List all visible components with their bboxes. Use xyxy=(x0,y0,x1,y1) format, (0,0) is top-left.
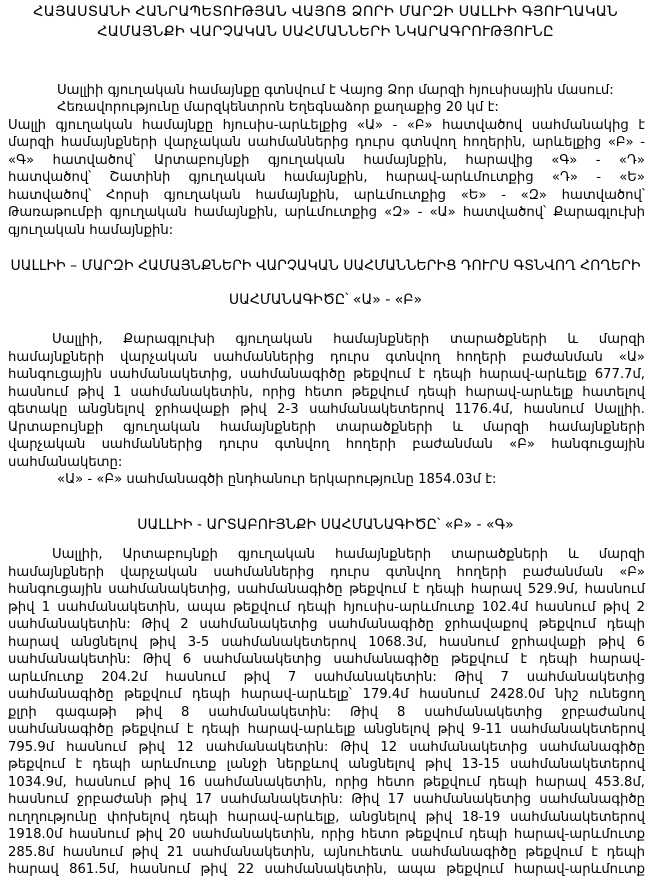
intro-line: Թառաթումբի գյուղական համայնքին, արևմուտքից «Զ» - «Ա» հատվածով՝ Քարագլուխի xyxy=(8,205,645,220)
intro-line: գյուղական համայնքին: xyxy=(8,223,174,238)
section2-line: թեքվում է դեպի արևմուտք լանջի ներքևով անցնելով թիվ 13-15 սահմանակետերով xyxy=(8,757,645,772)
section2-line: 1918.0մ հասնում թիվ 20 սահմանակետին, որից հետո թեքվում դեպի հարավ-արևմուտք xyxy=(8,827,645,842)
section1-line: գետակը անցնելով ջրհավաքի թիվ 2-3 սահմանակետերով 1176.4մ, հասնում Սալլիի. xyxy=(8,402,645,417)
document-title-line-1: ՀԱՅԱՍՏԱՆԻ ՀԱՆՐԱՊԵՏՈՒԹՅԱՆ ՎԱՅՈՑ ՁՈՐԻ ՄԱՐԶԻ ՍԱԼԼԻԻ ԳՅՈՒՂԱԿԱՆ xyxy=(33,4,618,20)
intro-line: «Գ» հատվածով՝ Արտաբույնքի գյուղական համայնքին, հարավից «Գ» - «Դ» xyxy=(8,153,645,168)
section2-line: արևմուտք 204.2մ հասնում թիվ 7 սահմանակետին: Թիվ 7 սահմանակետից xyxy=(8,670,645,685)
section2-line: 285.8մ հասնում թիվ 21 սահմանակետին, այնուհետև սահմանագիծը թեքվում է դեպի xyxy=(8,845,645,860)
section2-line: թիվ 1 սահմանակետին, ապա թեքվում դեպի հյուսիս-արևմուտք 102.4մ հասնում թիվ 2 xyxy=(8,600,645,615)
section2-line: հարավ անցնելով թիվ 3-5 սահմանակետերով 1068.3մ, հասնում ջրհավաքի թիվ 6 xyxy=(8,635,645,650)
section2-line: 795.9մ հասնում թիվ 12 սահմանակետին: Թիվ 12 սահմանակետից սահմանագիծը xyxy=(8,740,645,755)
section1-line: վարչական սահմաններից դուրս գտնվող հողերի բաժանման «Բ» հանգուցային xyxy=(8,437,645,452)
section2-line: սահմանակետին: Թիվ 2 սահմանակետից սահմանագիծը ջրհավաքով թեքվում դեպի xyxy=(8,617,645,632)
section2-line: հանգուցային սահմանակետից, սահմանագիծը թեքվում է դեպի հարավ 529.9մ, հասնում xyxy=(8,582,645,597)
intro-line: հատվածով՝ Շատինի գյուղական համայնքին, հարավ-արևմուտքից «Դ» - «Ե» xyxy=(8,170,645,185)
section2-line: 1034.9մ, հասնում թիվ 16 սահմանակետին, որից հետո թեքվում դեպի հարավ 453.8մ, xyxy=(8,775,645,790)
section2-line: Սալլիի, Արտաբույնքի գյուղական համայնքների տարածքների և մարզի xyxy=(52,547,645,562)
section1-line: հասնում թիվ 1 սահմանակետին, որից հետո թեքվում դեպի հարավ-արևելք հատելով xyxy=(8,385,645,400)
section2-line: քլրի գագաթի թիվ 8 սահմանակետին: Թիվ 8 սահմանակետից ջրբաժանով xyxy=(8,705,645,720)
section1-line: Արտաբույնքի գյուղական համայնքների տարածքների և մարզի համայնքների xyxy=(8,420,645,435)
section1-line: համայնքների վարչական սահմաններից դուրս գտնվող հողերի բաժանման «Ա» xyxy=(8,350,645,365)
section1-line: սահմանակետը: xyxy=(8,455,123,470)
intro-line: մարզի համայնքների վարչական սահմաններից դուրս գտնվող հողերին, արևելքից «Բ» - xyxy=(8,135,645,150)
document-title-line-2: ՀԱՄԱՅՆՔԻ ՎԱՐՉԱԿԱՆ ՍԱՀՄԱՆՆԵՐԻ ՆԿԱՐԱԳՐՈՒԹՅՈՒՆԸ xyxy=(97,24,554,40)
intro-line: Հեռավորությունը մարզկենտրոն Եղեգնաձոր քաղաքից 20 կմ է: xyxy=(57,100,499,115)
section-heading-a-b-line-2: ՍԱՀՄԱՆԱԳԻԾԸ՝ «Ա» - «Բ» xyxy=(228,292,423,308)
section1-total-length: «Ա» - «Բ» սահմանագծի ընդհանուր երկարությունը 1854.03մ է: xyxy=(57,472,497,487)
section1-line: հանգուցային սահմանակետից, սահմանագիծը թեքվում է դեպի հարավ-արևելք 677.7մ, xyxy=(8,367,645,382)
section2-line: սահմանակետին: Թիվ 6 սահմանակետից սահմանագիծը թեքվում է դեպի հարավ- xyxy=(8,652,645,667)
section2-line: ուղղությունը փոխելով դեպի հարավ-արևելք, անցնելով թիվ 18-19 սահմանակետերով xyxy=(8,810,645,825)
intro-line: Սալլի գյուղական համայնքը հյուսիս-արևելքից «Ա» - «Բ» հատվածով սահմանակից է xyxy=(8,118,645,133)
section2-line: հարավ 861.5մ, հասնում թիվ 22 սահմանակետին, ապա թեքվում հարավ-արևմուտք xyxy=(8,862,645,877)
section2-line: համայնքների վարչական սահմաններից դուրս գտնվող հողերի բաժանման «Բ» xyxy=(8,565,645,580)
section2-line: հասնում ջրբաժանի թիվ 17 սահմանակետին: Թիվ 17 սահմանակետից սահմանագիծը xyxy=(8,792,645,807)
section2-line: սահմանագիծը թեքվում դեպի հարավ-արևելք՝ 179.4մ հասնում 2428.0մ նիշ ունեցող xyxy=(8,687,645,702)
section-heading-b-g: ՍԱԼԼԻԻ - ԱՐՏԱԲՈՒՅՆՔԻ ՍԱՀՄԱՆԱԳԻԾԸ՝ «Բ» - «Գ» xyxy=(137,517,514,533)
section1-line: Սալլիի, Քարագլուխի գյուղական համայնքների տարածքների և մարզի xyxy=(52,332,645,347)
section2-line: սահմանագիծը թեքվում է դեպի հարավ-արևելք անցնելով թիվ 9-11 սահմանակետերով xyxy=(8,722,645,737)
section-heading-a-b-line-1: ՍԱԼԼԻԻ – ՄԱՐԶԻ ՀԱՄԱՅՆՔՆԵՐԻ ՎԱՐՉԱԿԱՆ ՍԱՀՄԱՆՆԵՐԻՑ ԴՈՒՐՍ ԳՏՆՎՈՂ ՀՈՂԵՐԻ xyxy=(10,258,641,274)
intro-line: Սալլիի գյուղական համայնքը գտնվում է Վայոց Ձոր մարզի հյուսիսային մասում: xyxy=(57,83,614,98)
intro-line: հատվածով՝ Հորսի գյուղական համայնքին, արևմուտքից «Ե» - «Զ» հատվածով՝ xyxy=(8,188,645,203)
